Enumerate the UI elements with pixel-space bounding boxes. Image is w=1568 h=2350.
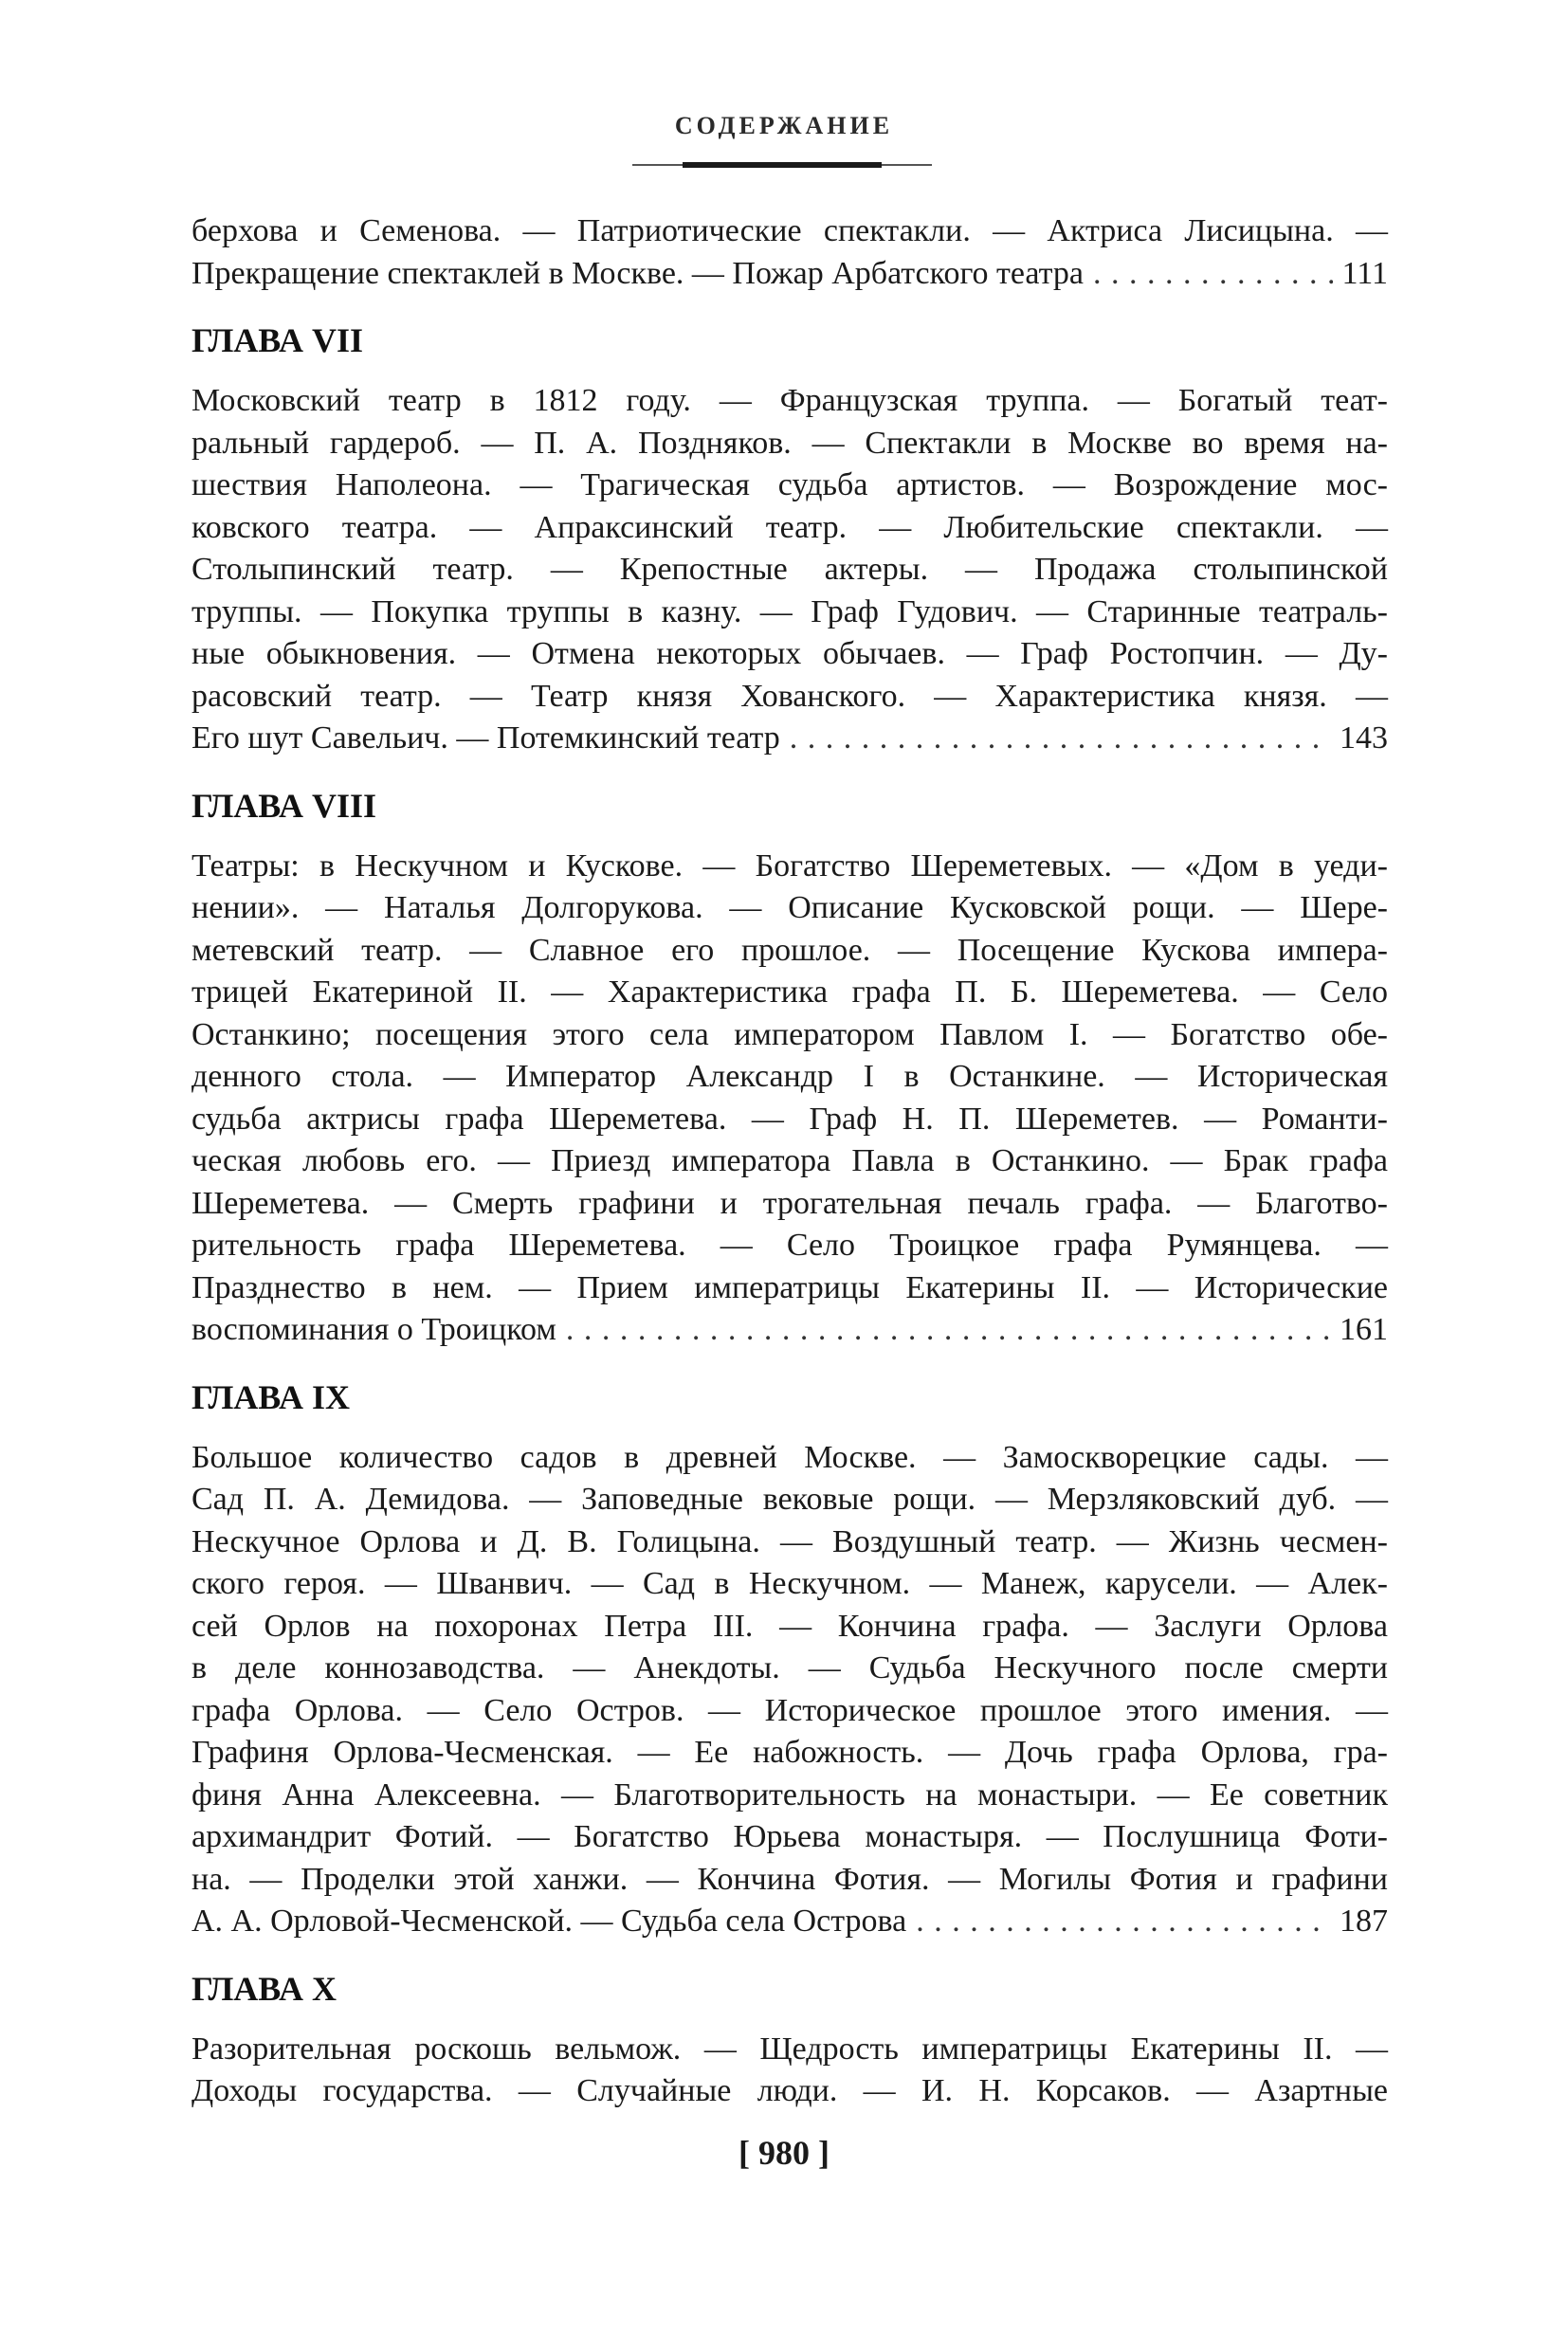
summary-line: Нескучное Орлова и Д. В. Голицына. — Воздушный театр. — Жизнь чесмен- (191, 1523, 1388, 1559)
toc-entry (191, 319, 1388, 785)
summary-line: ковского театра. — Апраксинский театр. — Любительские спектакли. — (191, 509, 1388, 545)
summary-line: воспоминания о Троицком (191, 1312, 556, 1347)
chapter-heading: ГЛАВА VII (191, 321, 364, 359)
dot-leader (566, 1309, 1330, 1352)
summary-line: расовский театр. — Театр князя Хованского. — Характеристика князя. — (191, 678, 1388, 714)
summary-line: берхова и Семенова. — Патриотические спектакли. — Актриса Лисицына. — (191, 213, 1388, 248)
summary-last-line (191, 1901, 1388, 1943)
summary-line: ского героя. — Шванвич. — Сад в Нескучном. — Манеж, карусели. — Алек- (191, 1566, 1388, 1601)
chapter-summary (191, 846, 1388, 1352)
chapter-summary (191, 1437, 1388, 1943)
summary-line: Доходы государства. — Случайные люди. — И. Н. Корсаков. — Азартные (191, 2073, 1388, 2108)
summary-line: ные обыкновения. — Отмена некоторых обычаев. — Граф Ростопчин. — Ду- (191, 636, 1388, 671)
summary-line: на. — Проделки этой ханжи. — Кончина Фотия. — Могилы Фотия и графини (191, 1861, 1388, 1897)
summary-line: графа Орлова. — Село Остров. — Историческое прошлое этого имения. — (191, 1692, 1388, 1728)
dot-leader (1093, 253, 1333, 296)
summary-line: сей Орлов на похоронах Петра III. — Кончина графа. — Заслуги Орлова (191, 1608, 1388, 1644)
summary-line: ральный гардероб. — П. А. Поздняков. — Спектакли в Москве во время на- (191, 425, 1388, 461)
page-number: [ 980 ] (738, 2134, 830, 2172)
toc-entry (191, 785, 1388, 1376)
summary-line: архимандрит Фотий. — Богатство Юрьева монастыря. — Послушница Фоти- (191, 1819, 1388, 1854)
page-reference: 161 (1340, 1312, 1388, 1347)
summary-line: Театры: в Нескучном и Кускове. — Богатство Шереметевых. — «Дом в уеди- (191, 847, 1388, 884)
summary-line: труппы. — Покупка труппы в казну. — Граф Гудович. — Старинные театраль- (191, 593, 1388, 629)
summary-line: рительность графа Шереметева. — Село Троицкое графа Румянцева. — (191, 1228, 1388, 1263)
summary-line: Сад П. А. Демидова. — Заповедные вековые рощи. — Мерзляковский дуб. — (191, 1482, 1388, 1517)
page-reference: 111 (1341, 255, 1388, 291)
summary-line: нении». — Наталья Долгорукова. — Описание Кусковской рощи. — Шере- (191, 890, 1388, 925)
summary-line: Разорительная роскошь вельмож. — Щедрость императрицы Екатерины II. — (191, 2031, 1388, 2067)
summary-line: Его шут Савельич. — Потемкинский театр (191, 720, 780, 756)
summary-line: Большое количество садов в древней Москве. — Замоскворецкие сады. — (191, 1439, 1388, 1475)
page-reference: 143 (1340, 720, 1388, 756)
chapter-summary (191, 2029, 1388, 2113)
summary-line: ческая любовь его. — Приезд императора Павла в Останкино. — Брак графа (191, 1143, 1388, 1178)
chapter-heading: ГЛАВА IX (191, 1377, 351, 1416)
toc-entry (191, 210, 1388, 319)
summary-line: А. А. Орловой-Чесменской. — Судьба села Острова (191, 1904, 907, 1939)
toc-entry (191, 1968, 1388, 2113)
summary-line: Столыпинский театр. — Крепостные актеры. — Продажа столыпинской (191, 552, 1388, 587)
summary-line: Московский театр в 1812 году. — Французская труппа. — Богатый теат- (191, 383, 1388, 418)
summary-line: Празднество в нем. — Прием императрицы Екатерины II. — Исторические (191, 1269, 1388, 1305)
dot-leader (916, 1901, 1330, 1943)
table-of-contents (191, 210, 1388, 2113)
summary-line: Останкино; посещения этого села императором Павлом I. — Богатство обе- (191, 1016, 1388, 1052)
running-head-rule-accent (683, 162, 882, 168)
page-reference: 187 (1340, 1904, 1388, 1939)
summary-line: денного стола. — Император Александр I в Останкине. — Историческая (191, 1059, 1388, 1094)
running-head: СОДЕРЖАНИЕ (674, 112, 894, 139)
summary-line: метевский театр. — Славное его прошлое. — Посещение Кускова импера- (191, 932, 1388, 968)
chapter-heading: ГЛАВА X (191, 1969, 337, 2008)
summary-line: в деле коннозаводства. — Анекдоты. — Судьба Нескучного после смерти (191, 1650, 1388, 1685)
summary-line: Графиня Орлова-Чесменская. — Ее набожность. — Дочь графа Орлова, гра- (191, 1735, 1388, 1770)
summary-line: шествия Наполеона. — Трагическая судьба артистов. — Возрождение мос- (191, 467, 1388, 502)
dot-leader (790, 718, 1330, 760)
summary-line: Шереметева. — Смерть графини и трогательная печаль графа. — Благотво- (191, 1185, 1388, 1221)
summary-line: финя Анна Алексеевна. — Благотворительность на монастыри. — Ее советник (191, 1776, 1388, 1813)
summary-line: трицей Екатериной II. — Характеристика графа П. Б. Шереметева. — Село (191, 975, 1388, 1010)
summary-line: судьба актрисы графа Шереметева. — Граф Н. П. Шереметев. — Романти- (191, 1101, 1388, 1137)
summary-last-line (191, 718, 1388, 760)
summary-last-line (191, 1309, 1388, 1352)
chapter-summary (191, 380, 1388, 760)
chapter-summary (191, 210, 1388, 295)
summary-last-line (191, 253, 1388, 296)
toc-entry (191, 1376, 1388, 1968)
summary-line: Прекращение спектаклей в Москве. — Пожар Арбатского театра (191, 255, 1084, 291)
chapter-heading: ГЛАВА VIII (191, 786, 377, 825)
